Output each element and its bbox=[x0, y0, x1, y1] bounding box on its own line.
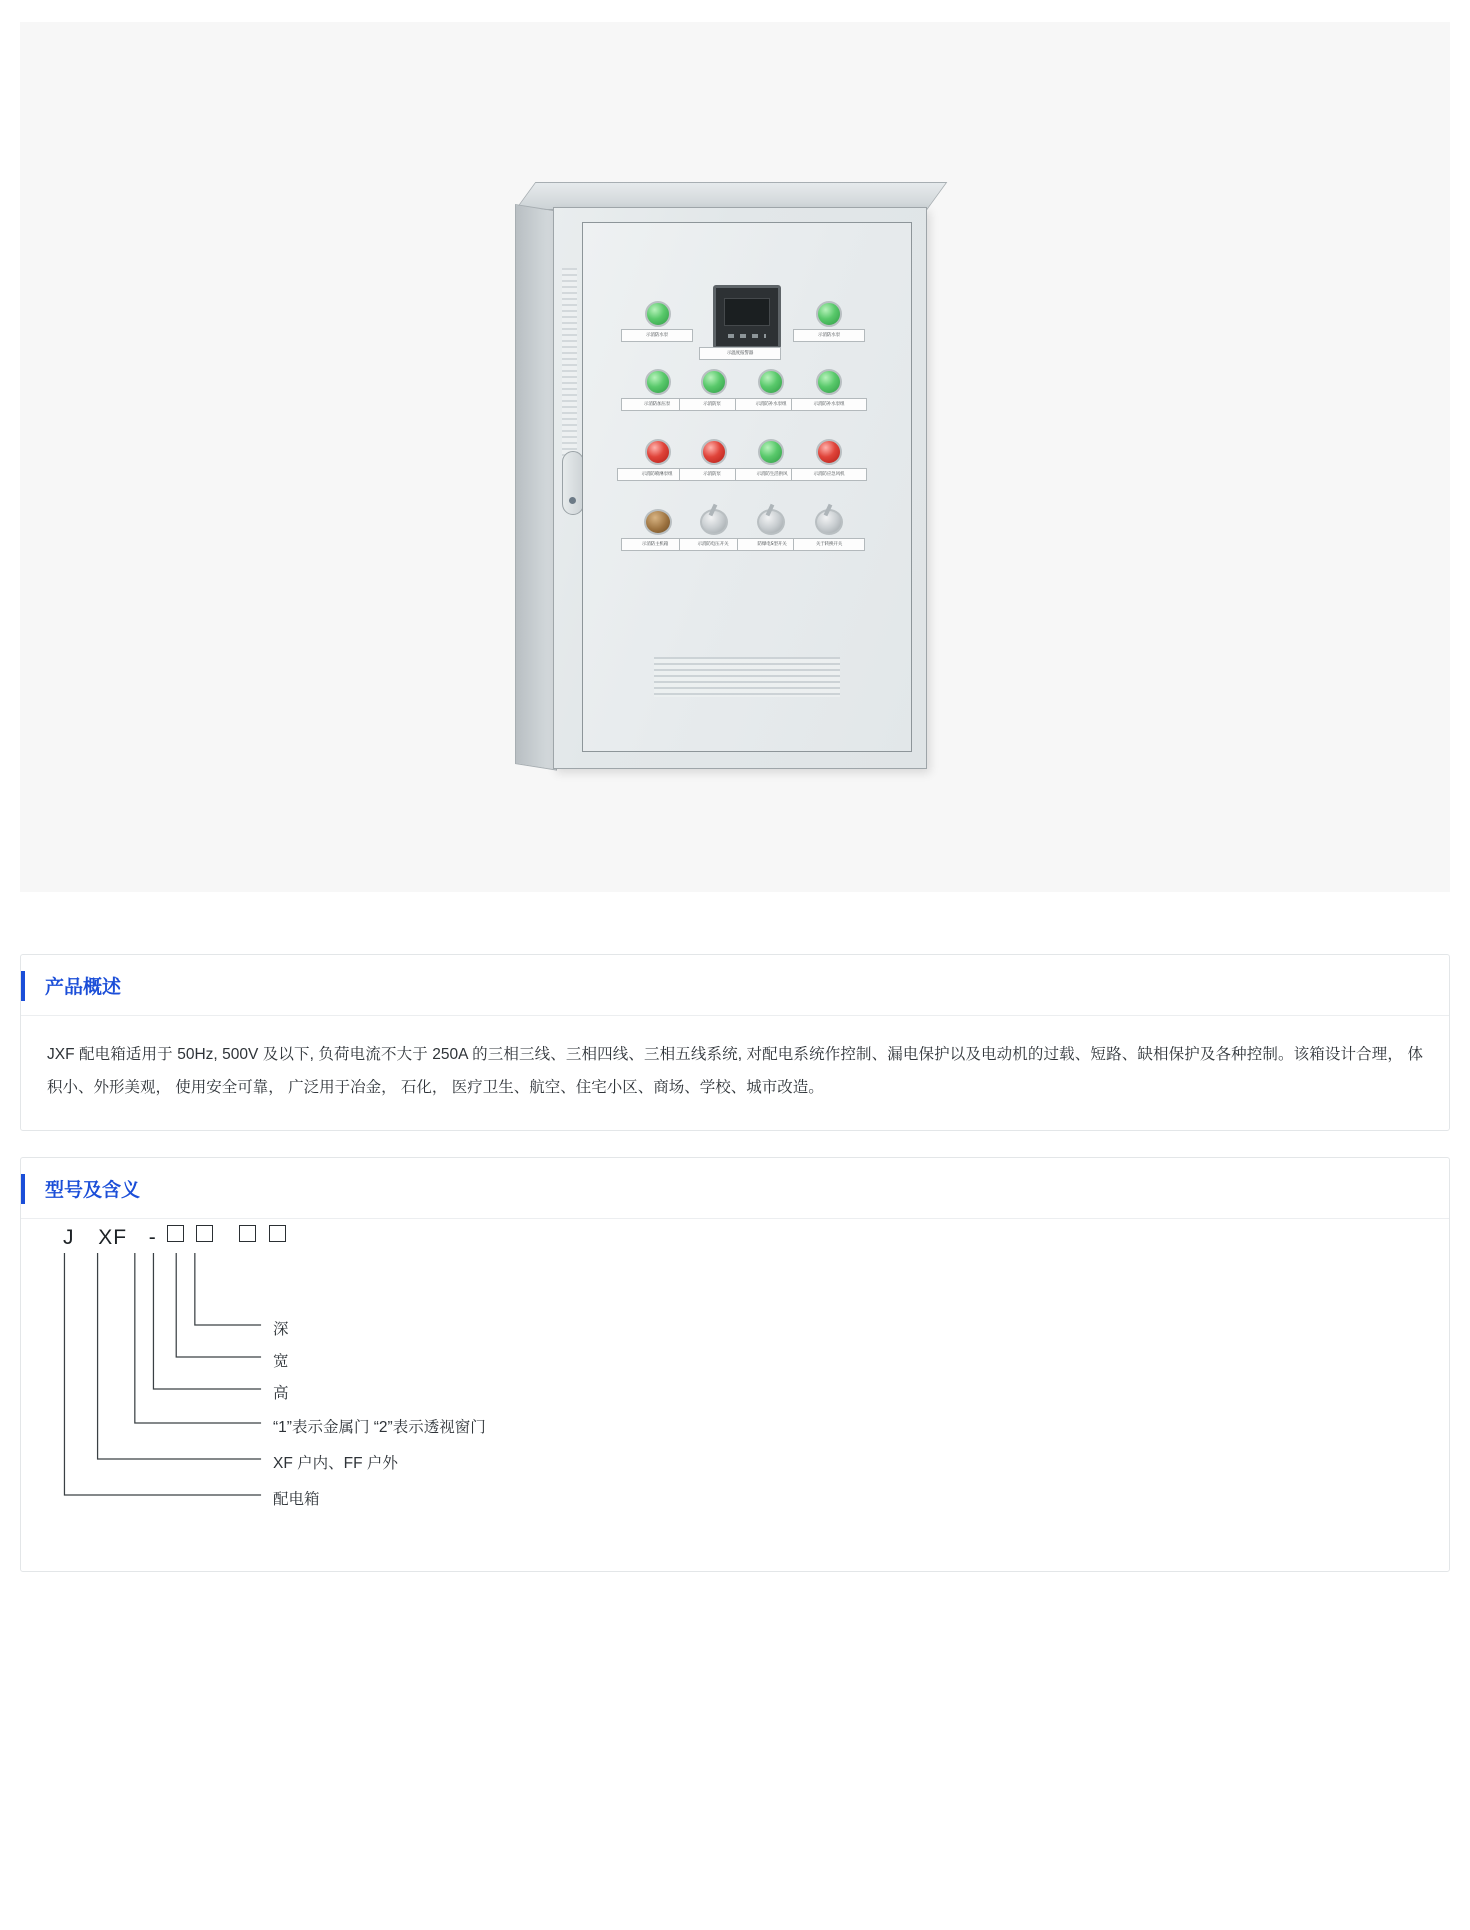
indicator-lamp-red bbox=[816, 439, 842, 465]
page-bottom-spacer bbox=[20, 1598, 1450, 1628]
indicator-lamp-red bbox=[645, 439, 671, 465]
panel-label: 示消防应急风机 bbox=[791, 468, 867, 481]
panel-label: 示消防补水泵组 bbox=[791, 398, 867, 411]
model-code-card bbox=[20, 1157, 1450, 1572]
panel-label: 关于转换开关 bbox=[793, 538, 865, 551]
meter-buttons bbox=[728, 334, 766, 338]
code-box-4 bbox=[269, 1225, 286, 1242]
legend-product-name: 配电箱 bbox=[273, 1491, 320, 1508]
code-dash: - bbox=[148, 1226, 157, 1249]
meter-screen bbox=[724, 298, 770, 326]
rotary-switch-knob bbox=[700, 509, 728, 535]
model-code-header bbox=[21, 1158, 1449, 1219]
cabinet-door-panel bbox=[582, 222, 912, 752]
code-box-2 bbox=[196, 1225, 213, 1242]
panel-label: 示消防泵 bbox=[679, 468, 745, 481]
panel-label: 示消防喷淋泵组 bbox=[617, 468, 697, 481]
rotary-switch-knob bbox=[644, 509, 672, 535]
legend-height: 高 bbox=[273, 1385, 289, 1402]
product-overview-body bbox=[21, 1016, 1449, 1130]
panel-label: 示消防补水泵组 bbox=[735, 398, 807, 411]
indicator-lamp-green bbox=[701, 369, 727, 395]
indicator-lamp-green bbox=[645, 369, 671, 395]
panel-label: 示消防生活供风 bbox=[735, 468, 809, 481]
legend-install-type: XF 户内、FF 户外 bbox=[273, 1455, 398, 1472]
panel-label: 防爆电S型开关 bbox=[737, 538, 807, 551]
code-series: XF bbox=[98, 1226, 128, 1249]
indicator-lamp-green bbox=[816, 369, 842, 395]
legend-depth: 深 bbox=[273, 1321, 289, 1338]
model-code-body bbox=[21, 1219, 1449, 1571]
page-root bbox=[0, 22, 1470, 1930]
section-title: 型号及含义 bbox=[45, 1180, 141, 1201]
code-box-1 bbox=[167, 1225, 184, 1242]
panel-label: 示消防水泵 bbox=[621, 329, 693, 342]
code-prefix: J bbox=[63, 1226, 75, 1249]
digital-meter-display bbox=[713, 285, 781, 349]
product-image-panel bbox=[20, 22, 1450, 892]
distribution-cabinet-illustration bbox=[515, 182, 955, 782]
panel-label: 示消防泵 bbox=[679, 398, 745, 411]
cabinet-top-face bbox=[515, 182, 947, 210]
cabinet-side-face bbox=[515, 204, 557, 771]
cabinet-side-vent bbox=[562, 268, 577, 458]
panel-label: 示温度报警器 bbox=[699, 347, 781, 360]
cabinet-bottom-vent bbox=[654, 657, 840, 697]
cabinet-front-face bbox=[553, 207, 927, 769]
indicator-lamp-red bbox=[701, 439, 727, 465]
product-overview-card bbox=[20, 954, 1450, 1131]
product-overview-header bbox=[21, 955, 1449, 1016]
cabinet-door-handle bbox=[562, 451, 584, 515]
indicator-lamp-green bbox=[758, 439, 784, 465]
overview-paragraph: JXF 配电箱适用于 50Hz, 500V 及以下, 负荷电流不大于 250A 的三相三线、三相四线、三相五线系统, 对配电系统作控制、漏电保护以及电动机的过载、短路、缺相保护及各种控制。该箱设计合理， 体积小、外形美观， 使用安全可靠， 广泛用于冶金， 石化， 医疗卫生、航空、住宅小区、商场、学校、城市改造。 bbox=[47, 1046, 1423, 1096]
legend-width: 宽 bbox=[273, 1353, 289, 1370]
rotary-switch-knob bbox=[815, 509, 843, 535]
indicator-lamp-green bbox=[758, 369, 784, 395]
panel-label: 示消防加压泵 bbox=[621, 398, 693, 411]
panel-label: 示消防主机箱 bbox=[621, 538, 689, 551]
section-title: 产品概述 bbox=[45, 977, 122, 998]
indicator-lamp-green bbox=[816, 301, 842, 327]
indicator-lamp-green bbox=[645, 301, 671, 327]
rotary-switch-knob bbox=[757, 509, 785, 535]
panel-label: 示消防水泵 bbox=[793, 329, 865, 342]
model-code-leader-lines bbox=[21, 1247, 1449, 1537]
panel-label: 示消防电压开关 bbox=[679, 538, 747, 551]
code-box-3 bbox=[239, 1225, 256, 1242]
legend-door-type: “1”表示金属门 “2”表示透视窗门 bbox=[273, 1419, 486, 1436]
